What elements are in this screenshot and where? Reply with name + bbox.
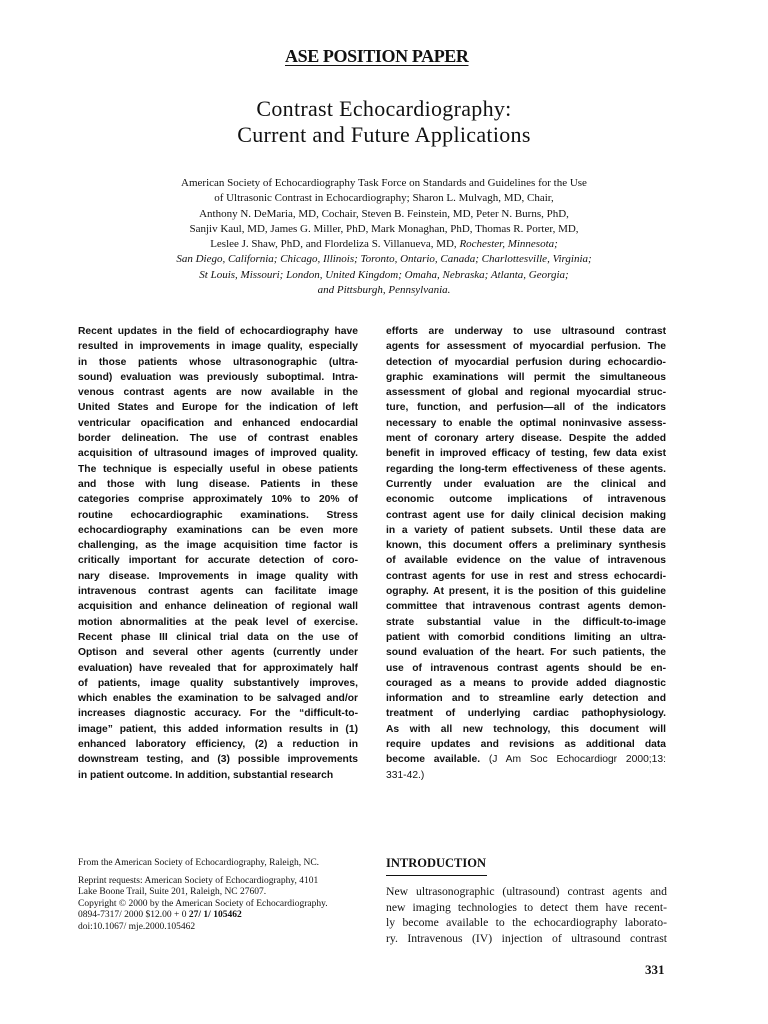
text-line: in those patients whose ultrasonographic (ultra- [78,356,358,368]
author-line: American Society of Echocardiography Task Force on Standards and Guidelines for the Use [181,177,587,189]
footnote-issn [78,910,368,922]
footnote-reprint: Reprint requests: American Society of Echocardiography, 4101 [78,875,319,886]
introduction-text [386,884,667,946]
text-line: nary disease. Improvements in image quality with [78,570,358,582]
abstract-left-column [78,324,358,783]
issn-text: 0894-7317/ 2000 $12.00 + 0 [78,910,189,921]
title-line-2: Current and Future Applications [237,122,531,147]
footnote-block [78,858,368,934]
text-line: sound) evaluation was previously suboptimal. Intra- [78,371,358,383]
text-line: Recent updates in the field of echocardiography have [78,326,358,337]
text-line: challenging, as the image acquisition time factor is [78,540,358,552]
text-line: efforts are underway to use ultrasound contrast [386,326,666,337]
affiliation-line [120,268,648,283]
text-line: strate substantial value in the difficult-to-image [386,616,666,628]
text-line: categories comprise approximately 10% to 20% of [78,494,358,506]
text-line: venous contrast agents are now available in the [78,387,358,399]
affiliation-line [120,283,648,298]
text-line: of available evidence on the value of intravenous [386,555,666,567]
text-line: sound evaluation of the heart. For such patients, the [386,647,666,659]
affiliation-line [120,252,648,267]
text-line: evaluation) have revealed that for approximately half [78,662,358,674]
text-line: Currently under evaluation are the clinical and [386,478,666,490]
text-line: patient with comorbid conditions limiting an ultra- [386,631,666,643]
text-line: ly become available to the echocardiography laborato- [386,916,667,930]
text-line: assessment of global and regional myocardial struc- [386,387,666,399]
section-label: ASE POSITION PAPER [285,46,469,66]
text-line: and those with lung disease. Patients in these [78,478,358,490]
text-line: Optison and several other agents (currently under [78,647,358,659]
text-line: information and to streamline early detection and [386,693,666,705]
text-line: increases diagnostic accuracy. For the “difficult-to- [78,708,358,720]
abstract-closing: become available. [386,754,481,766]
text-line: border delineation. The use of contrast enables [78,433,358,445]
text-line: regarding the long-term effectiveness of these agents. [386,463,666,475]
issn-code: 27/ 1/ 105462 [188,910,242,921]
text-line: resulted in improvements in image quality, especially [78,341,358,353]
text-line: couraged as a means to provide added diagnostic [386,677,666,689]
footnote-copyright: Copyright © 2000 by the American Society of Echocardiography. [78,898,328,909]
affiliation-location: Rochester, Minnesota; [459,238,558,251]
text-line: The technique is especially useful in obese patients [78,463,358,475]
text-line [386,768,666,783]
text-line: downstream testing, and (3) possible improvements [78,754,358,766]
text-line: image” patient, this added information results in (1) [78,723,358,735]
text-line: routine echocardiographic examinations. Stress [78,509,358,521]
citation: (J Am Soc Echocardiogr 2000;13: [480,754,666,766]
author-line: Anthony N. DeMaria, MD, Cochair, Steven B. Feinstein, MD, Peter N. Burns, PhD, [199,207,569,220]
text-line: which enables the examination to be salvaged and/or [78,693,358,705]
text-line: echocardiography examinations can be even more [78,524,358,536]
text-line: agents for assessment of myocardial perfusion. The [386,341,666,353]
title-line-1: Contrast Echocardiography: [256,96,512,121]
text-line: contrast agents for use in rest and stress echocardi- [386,570,666,582]
footnote-doi: doi:10.1067/ mje.2000.105462 [78,921,196,932]
text-line: treatment of underlying cardiac pathophysiology. [386,708,666,720]
affiliation-text: San Diego, California; Chicago, Illinois; Toronto, Ontario, Canada; Charlottesville, Virginia; [176,253,592,266]
text-line: acquisition and enhance delineation of regional wall [78,601,358,613]
author-line: of Ultrasonic Contrast in Echocardiography; Sharon L. Mulvagh, MD, Chair, [214,192,554,205]
footnote-reprint: Lake Boone Trail, Suite 201, Raleigh, NC 27607. [78,887,267,898]
text-line: necessary to enable the optimal noninvasive assess- [386,417,666,429]
text-line [386,752,666,767]
footnote-affiliation: From the American Society of Echocardiography, Raleigh, NC. [78,858,320,868]
text-line: graphic examinations will permit the simultaneous [386,371,666,383]
section-heading-introduction: INTRODUCTION [386,856,487,876]
citation: 331-42.) [386,769,425,781]
text-line: ture, function, and perfusion—all of the indicators [386,402,666,414]
text-line: committee that intravenous contrast agents demon- [386,601,666,613]
text-line: motion abnormalities at the peak level of exercise. [78,616,358,628]
text-line: As with all new technology, this document will [386,723,666,735]
author-line [120,237,648,252]
text-line: critically important for accurate detection of coro- [78,555,358,567]
author-block [120,176,648,298]
text-line: economic outcome implications of intravenous [386,494,666,506]
author-names: Leslee J. Shaw, PhD, and Flordeliza S. Villanueva, MD, [210,238,460,251]
text-line: United States and Europe for the indication of left [78,402,358,414]
affiliation-text: and Pittsburgh, Pennsylvania. [317,284,451,297]
text-line: require updates and revisions as additional data [386,739,666,751]
abstract-right-column [386,324,666,783]
text-line: enhanced laboratory efficiency, (2) a reduction in [78,739,358,751]
text-line: known, this document offers a preliminary synthesis [386,540,666,552]
affiliation-text: St Louis, Missouri; London, United Kingdom; Omaha, Nebraska; Atlanta, Georgia; [199,268,569,281]
text-line: new imaging technologies to detect them have recent- [386,900,667,914]
author-line: Sanjiv Kaul, MD, James G. Miller, PhD, Mark Monaghan, PhD, Thomas R. Porter, MD, [189,222,579,235]
text-line: ment of coronary artery disease. Despite the added [386,433,666,445]
page-number: 331 [645,962,665,977]
text-line: in patient outcome. In addition, substantial research [78,769,334,781]
text-line: of patients, image quality substantively improves, [78,677,358,689]
text-line: New ultrasonographic (ultrasound) contrast agents and [386,885,667,898]
text-line: benefit in improved efficacy of testing, few data exist [386,448,666,460]
paper-title [0,96,768,148]
text-line: contrast agent use for daily clinical decision making [386,509,666,521]
text-line: intravenous contrast agents can facilitate image [78,586,358,598]
text-line: in a variety of patient subsets. Until these data are [386,524,666,536]
text-line: ventricular opacification and enhanced endocardial [78,417,358,429]
text-line: Recent phase III clinical trial data on the use of [78,631,358,643]
text-line: detection of myocardial perfusion during echocardio- [386,356,666,368]
text-line: ry. Intravenous (IV) injection of ultrasound contrast [386,931,667,945]
text-line: ography. At present, it is the position of this guideline [386,586,666,598]
text-line: acquisition of ultrasound images of improved quality. [78,448,358,460]
text-line: use of intravenous contrast agents should be en- [386,662,666,674]
